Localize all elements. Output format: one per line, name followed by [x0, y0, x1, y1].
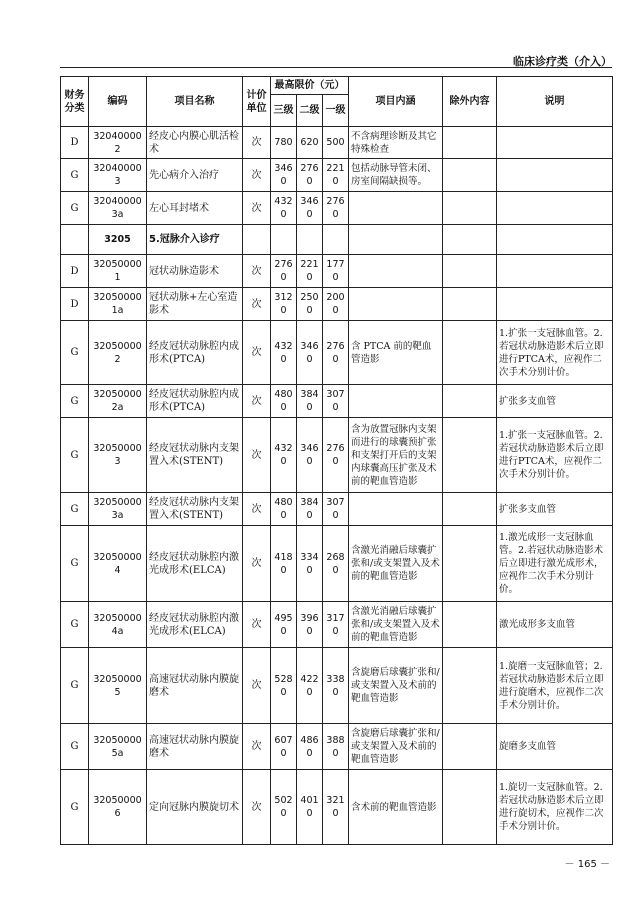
cell-name: 经皮冠状动脉腔内成形术(PTCA) — [147, 385, 243, 418]
cell-note — [497, 192, 613, 225]
cell-unit: 次 — [243, 648, 271, 724]
cell-code: 320500004 — [89, 526, 147, 602]
cell-note: 1.激光成形一支冠脉血管。2.若冠状动脉造影术后立即进行激光成形术，应视作二次手术分别计价。 — [497, 526, 613, 602]
cell-excluded — [443, 159, 497, 192]
cell-excluded — [443, 602, 497, 648]
cell-excluded — [443, 418, 497, 493]
cell-unit: 次 — [243, 385, 271, 418]
page-number: － 165 － — [564, 859, 610, 870]
table-row — [61, 159, 613, 192]
cell-category: D — [61, 255, 89, 288]
cell-excluded — [443, 321, 497, 385]
cell-unit: 次 — [243, 288, 271, 321]
cell-price-level3: 6070 — [271, 724, 297, 770]
fee-table-body — [61, 127, 613, 845]
cell-price-level1: 2680 — [323, 526, 349, 602]
table-row — [61, 493, 613, 526]
cell-empty — [443, 225, 497, 255]
cell-code: 320500006 — [89, 770, 147, 845]
cell-code: 320400003 — [89, 159, 147, 192]
cell-name: 定向冠脉内膜旋切术 — [147, 770, 243, 845]
col-level1: 一级 — [323, 95, 349, 127]
cell-price-level2: 3460 — [297, 418, 323, 493]
col-level2: 二级 — [297, 95, 323, 127]
cell-excluded — [443, 648, 497, 724]
cell-category: G — [61, 321, 89, 385]
cell-price-level1: 3170 — [323, 602, 349, 648]
cell-unit: 次 — [243, 602, 271, 648]
col-excluded: 除外内容 — [443, 77, 497, 127]
header-rule — [60, 67, 612, 68]
cell-price-level2: 3460 — [297, 192, 323, 225]
cell-content — [349, 288, 443, 321]
cell-price-level2: 3840 — [297, 493, 323, 526]
cell-empty — [323, 225, 349, 255]
table-row — [61, 288, 613, 321]
cell-category: G — [61, 385, 89, 418]
cell-price-level3: 4800 — [271, 493, 297, 526]
cell-price-level3: 4320 — [271, 418, 297, 493]
table-row — [61, 724, 613, 770]
cell-code: 320500005a — [89, 724, 147, 770]
cell-excluded — [443, 493, 497, 526]
cell-price-level2: 4220 — [297, 648, 323, 724]
cell-excluded — [443, 288, 497, 321]
cell-unit: 次 — [243, 159, 271, 192]
cell-code: 320500002 — [89, 321, 147, 385]
cell-note: 1.扩张一支冠脉血管。2.若冠状动脉造影术后立即进行PTCA术，应视作二次手术分别计价。 — [497, 418, 613, 493]
cell-price-level3: 4320 — [271, 192, 297, 225]
section-title: 临床诊疗类（介入） — [513, 55, 612, 68]
cell-price-level1: 2760 — [323, 321, 349, 385]
cell-excluded — [443, 724, 497, 770]
cell-code: 320500005 — [89, 648, 147, 724]
cell-note: 1.扩张一支冠脉血管。2.若冠状动脉造影术后立即进行PTCA术，应视作二次手术分别计价。 — [497, 321, 613, 385]
table-row — [61, 418, 613, 493]
cell-note: 激光成形多支血管 — [497, 602, 613, 648]
cell-code: 320500004a — [89, 602, 147, 648]
cell-content: 包括动脉导管未闭、房室间隔缺损等。 — [349, 159, 443, 192]
cell-unit: 次 — [243, 192, 271, 225]
cell-price-level3: 3120 — [271, 288, 297, 321]
cell-excluded — [443, 770, 497, 845]
cell-note — [497, 159, 613, 192]
cell-note — [497, 127, 613, 159]
cell-code: 320500003 — [89, 418, 147, 493]
cell-note — [497, 255, 613, 288]
cell-category: G — [61, 418, 89, 493]
col-level3: 三级 — [271, 95, 297, 127]
cell-price-level3: 2760 — [271, 255, 297, 288]
cell-excluded — [443, 127, 497, 159]
cell-price-level3: 780 — [271, 127, 297, 159]
cell-unit: 次 — [243, 493, 271, 526]
cell-unit: 次 — [243, 526, 271, 602]
cell-code: 320400003a — [89, 192, 147, 225]
cell-empty — [497, 225, 613, 255]
cell-name: 经皮冠状动脉内支架置入术(STENT) — [147, 418, 243, 493]
cell-empty — [297, 225, 323, 255]
cell-price-level2: 2500 — [297, 288, 323, 321]
cell-name: 高速冠状动脉内膜旋磨术 — [147, 724, 243, 770]
cell-unit: 次 — [243, 255, 271, 288]
cell-price-level1: 2760 — [323, 418, 349, 493]
cell-content: 含旋磨后球囊扩张和/或支架置入及术前的靶血管造影 — [349, 648, 443, 724]
col-name: 项目名称 — [147, 77, 243, 127]
cell-content: 含激光消融后球囊扩张和/或支架置入及术前的靶血管造影 — [349, 602, 443, 648]
cell-content — [349, 493, 443, 526]
cell-content: 含为放置冠脉内支架而进行的球囊预扩张和支架打开后的支架内球囊高压扩张及术前的靶血管造影 — [349, 418, 443, 493]
cell-price-level3: 3460 — [271, 159, 297, 192]
table-row — [61, 385, 613, 418]
cell-price-level1: 500 — [323, 127, 349, 159]
cell-category: G — [61, 648, 89, 724]
table-row — [61, 255, 613, 288]
cell-name: 高速冠状动脉内膜旋磨术 — [147, 648, 243, 724]
cell-price-level3: 4320 — [271, 321, 297, 385]
col-note: 说明 — [497, 77, 613, 127]
cell-content: 含激光消融后球囊扩张和/或支架置入及术前的靶血管造影 — [349, 526, 443, 602]
cell-price-level3: 5020 — [271, 770, 297, 845]
cell-price-level1: 1770 — [323, 255, 349, 288]
cell-content: 不含病理诊断及其它特殊检查 — [349, 127, 443, 159]
cell-note: 1.旋切一支冠脉血管。2.若冠状动脉造影术后立即进行旋切术，应视作二次手术分别计价。 — [497, 770, 613, 845]
cell-category: D — [61, 288, 89, 321]
cell-price-level2: 4010 — [297, 770, 323, 845]
cell-excluded — [443, 255, 497, 288]
cell-note — [497, 288, 613, 321]
col-code: 编码 — [89, 77, 147, 127]
table-row — [61, 602, 613, 648]
cell-price-level1: 3380 — [323, 648, 349, 724]
cell-price-level2: 3460 — [297, 321, 323, 385]
cell-category: G — [61, 602, 89, 648]
cell-empty — [349, 225, 443, 255]
table-row — [61, 770, 613, 845]
cell-empty — [243, 225, 271, 255]
cell-note: 扩张多支血管 — [497, 385, 613, 418]
cell-excluded — [443, 385, 497, 418]
cell-unit: 次 — [243, 127, 271, 159]
cell-category: G — [61, 192, 89, 225]
cell-category: G — [61, 159, 89, 192]
cell-price-level3: 4180 — [271, 526, 297, 602]
cell-price-level1: 3070 — [323, 385, 349, 418]
cell-price-level3: 4950 — [271, 602, 297, 648]
cell-content — [349, 385, 443, 418]
cell-empty — [271, 225, 297, 255]
cell-price-level2: 4860 — [297, 724, 323, 770]
section-row — [61, 225, 613, 255]
cell-price-level3: 4800 — [271, 385, 297, 418]
cell-code: 320400002 — [89, 127, 147, 159]
cell-name: 经皮冠状动脉腔内激光成形术(ELCA) — [147, 602, 243, 648]
fee-table — [60, 76, 613, 845]
cell-category: G — [61, 770, 89, 845]
cell-category — [61, 225, 89, 255]
table-row — [61, 526, 613, 602]
cell-price-level1: 3880 — [323, 724, 349, 770]
cell-content: 含术前的靶血管造影 — [349, 770, 443, 845]
cell-price-level2: 3960 — [297, 602, 323, 648]
cell-name: 经皮心内膜心肌活检术 — [147, 127, 243, 159]
cell-price-level2: 2210 — [297, 255, 323, 288]
cell-name: 经皮冠状动脉内支架置入术(STENT) — [147, 493, 243, 526]
cell-price-level3: 5280 — [271, 648, 297, 724]
cell-note: 扩张多支血管 — [497, 493, 613, 526]
cell-category: G — [61, 724, 89, 770]
cell-name: 冠状动脉+左心室造影术 — [147, 288, 243, 321]
cell-content — [349, 255, 443, 288]
cell-excluded — [443, 192, 497, 225]
cell-price-level2: 620 — [297, 127, 323, 159]
cell-code: 320500002a — [89, 385, 147, 418]
cell-name: 冠状动脉造影术 — [147, 255, 243, 288]
cell-name: 5.冠脉介入诊疗 — [147, 225, 243, 255]
col-unit: 计价单位 — [243, 77, 271, 127]
col-max-price: 最高限价（元） — [271, 77, 349, 95]
cell-unit: 次 — [243, 321, 271, 385]
cell-name: 经皮冠状动脉腔内成形术(PTCA) — [147, 321, 243, 385]
cell-price-level1: 2000 — [323, 288, 349, 321]
table-row — [61, 648, 613, 724]
cell-price-level2: 3840 — [297, 385, 323, 418]
cell-code: 320500001a — [89, 288, 147, 321]
cell-name: 经皮冠状动脉腔内激光成形术(ELCA) — [147, 526, 243, 602]
cell-price-level2: 3340 — [297, 526, 323, 602]
cell-content: 含 PTCA 前的靶血管造影 — [349, 321, 443, 385]
cell-code: 320500003a — [89, 493, 147, 526]
cell-excluded — [443, 526, 497, 602]
cell-content — [349, 192, 443, 225]
cell-unit: 次 — [243, 418, 271, 493]
cell-category: G — [61, 526, 89, 602]
cell-unit: 次 — [243, 724, 271, 770]
cell-content: 含旋磨后球囊扩张和/或支架置入及术前的靶血管造影 — [349, 724, 443, 770]
cell-unit: 次 — [243, 770, 271, 845]
cell-note: 1.旋磨一支冠脉血管；2.若冠状动脉造影术后立即进行旋磨术，应视作二次手术分别计价。 — [497, 648, 613, 724]
cell-price-level1: 3210 — [323, 770, 349, 845]
cell-price-level1: 2210 — [323, 159, 349, 192]
cell-code: 3205 — [89, 225, 147, 255]
cell-price-level1: 2760 — [323, 192, 349, 225]
cell-category: G — [61, 493, 89, 526]
cell-note: 旋磨多支血管 — [497, 724, 613, 770]
cell-price-level2: 2760 — [297, 159, 323, 192]
cell-category: D — [61, 127, 89, 159]
cell-price-level1: 3070 — [323, 493, 349, 526]
table-row — [61, 127, 613, 159]
cell-name: 先心病介入治疗 — [147, 159, 243, 192]
cell-name: 左心耳封堵术 — [147, 192, 243, 225]
col-category: 财务分类 — [61, 77, 89, 127]
cell-code: 320500001 — [89, 255, 147, 288]
table-row — [61, 321, 613, 385]
table-row — [61, 192, 613, 225]
col-content: 项目内涵 — [349, 77, 443, 127]
